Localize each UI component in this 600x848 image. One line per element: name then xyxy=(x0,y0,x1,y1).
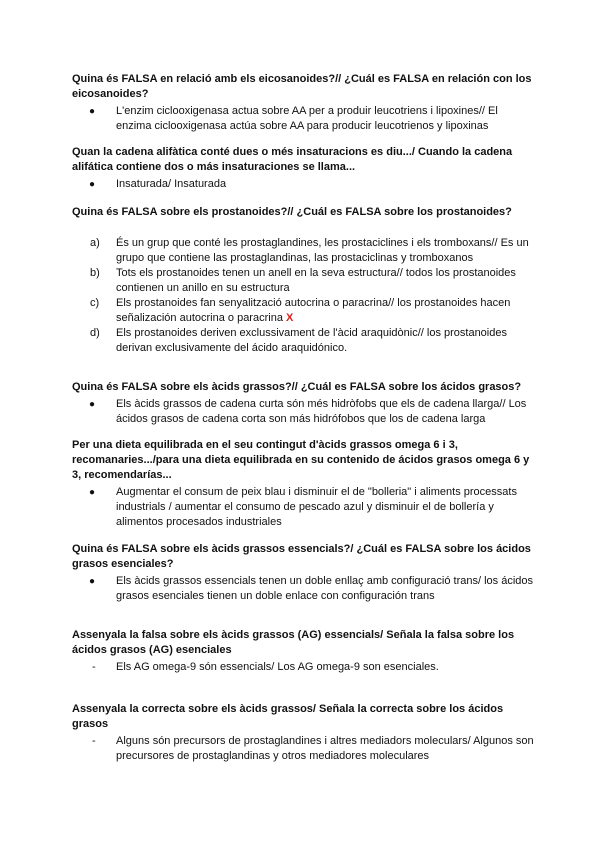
answer-text: Tots els prostanoides tenen un anell en la seva estructura// todos los prostanoides contienen un anillo en su estructura xyxy=(116,267,516,294)
question-text: Quina és FALSA sobre els àcids grassos?// ¿Cuál es FALSA sobre los ácidos grasos? xyxy=(72,381,522,393)
answer-text: Insaturada/ Insaturada xyxy=(116,178,227,190)
answer-item xyxy=(72,397,534,427)
question-block xyxy=(72,72,534,134)
question-text: Per una dieta equilibrada en el seu contingut d'àcids grassos omega 6 i 3, recomanaries.../para una dieta equilibrada en su contenido de ácidos grasos omega 6 y 3, recomendarías... xyxy=(72,439,530,481)
answer-item xyxy=(72,177,534,192)
bullet-marker: ● xyxy=(89,106,96,117)
question-block xyxy=(72,205,534,356)
question-text: Assenyala la correcta sobre els àcids grassos/ Señala la correcta sobre los ácidos grasos xyxy=(72,703,504,730)
wrong-x-mark: X xyxy=(285,312,294,324)
answer-text: És un grup que conté les prostaglandines, les prostaciclines i els tromboxans// Es un grupo que contiene las prostaglandinas, las prostaciclinas y tromboxanos xyxy=(116,237,529,264)
answer-option-a xyxy=(72,236,534,266)
question-text: Quina és FALSA sobre els prostanoides?// ¿Cuál es FALSA sobre los prostanoides? xyxy=(72,206,512,218)
question-text: Quina és FALSA sobre els àcids grassos essencials?/ ¿Cuál es FALSA sobre los ácidos grasos esenciales? xyxy=(72,543,531,570)
answer-text: Els àcids grassos essencials tenen un doble enllaç amb configuració trans/ los ácidos grasos esenciales tienen un doble enlace con configuración trans xyxy=(116,575,534,602)
question-block xyxy=(72,628,534,675)
question-block xyxy=(72,145,534,192)
answer-text: Els àcids grassos de cadena curta són més hidròfobs que els de cadena llarga// Los ácidos grasos de cadena corta son más hidrófobos que los de cadena larga xyxy=(116,398,527,425)
option-marker: a) xyxy=(90,237,100,249)
answer-text: Augmentar el consum de peix blau i disminuir el de "bolleria" i aliments processats industrials / aumentar el consumo de pescado azul y disminuir el de bollería y alimentos procesados industriales xyxy=(116,486,517,528)
answer-option-b xyxy=(72,266,534,296)
question-text: Quan la cadena alifàtica conté dues o més insaturacions es diu.../ Cuando la cadena alifática contiene dos o más insaturaciones se llama... xyxy=(72,146,513,173)
question-text: Quina és FALSA en relació amb els eicosanoides?// ¿Cuál es FALSA en relación con los eicosanoides? xyxy=(72,73,532,100)
bullet-marker: ● xyxy=(89,179,96,190)
bullet-marker: ● xyxy=(89,487,96,498)
question-block xyxy=(72,702,534,764)
question-text: Assenyala la falsa sobre els àcids grassos (AG) essencials/ Señala la falsa sobre los ácidos grasos (AG) esenciales xyxy=(72,629,515,656)
answer-text: Els AG omega-9 són essencials/ Los AG omega-9 son esenciales. xyxy=(116,661,439,673)
answer-item xyxy=(72,104,534,134)
question-block xyxy=(72,542,534,604)
answer-text: Els prostanoides deriven exclussivament de l'àcid araquidònic// los prostanoides derivan exclusivamente del ácido araquidónico. xyxy=(116,327,507,354)
answer-option-c xyxy=(72,296,534,326)
dash-marker: - xyxy=(92,661,96,673)
answer-text: Els prostanoides fan senyalització autocrina o paracrina// los prostanoides hacen señalización autocrina o paracrina xyxy=(116,297,511,324)
answer-item xyxy=(72,660,534,675)
answer-item xyxy=(72,734,534,764)
answer-text: Alguns són precursors de prostaglandines i altres mediadors moleculars/ Algunos son precursores de prostaglandinas y otros mediadores moleculares xyxy=(116,735,534,762)
option-marker: c) xyxy=(90,297,100,309)
dash-marker: - xyxy=(92,735,96,747)
bullet-marker: ● xyxy=(89,576,96,587)
answer-option-d xyxy=(72,326,534,356)
option-marker: d) xyxy=(90,327,100,339)
bullet-marker: ● xyxy=(89,399,96,410)
answer-text: L'enzim ciclooxigenasa actua sobre AA per a produir leucotriens i lipoxines// El enzima ciclooxigenasa actúa sobre AA para producir leucotrienos y lipoxinas xyxy=(116,105,498,132)
question-block xyxy=(72,380,534,427)
option-marker: b) xyxy=(90,267,100,279)
answer-item xyxy=(72,485,534,530)
answer-item xyxy=(72,574,534,604)
question-block xyxy=(72,438,534,530)
